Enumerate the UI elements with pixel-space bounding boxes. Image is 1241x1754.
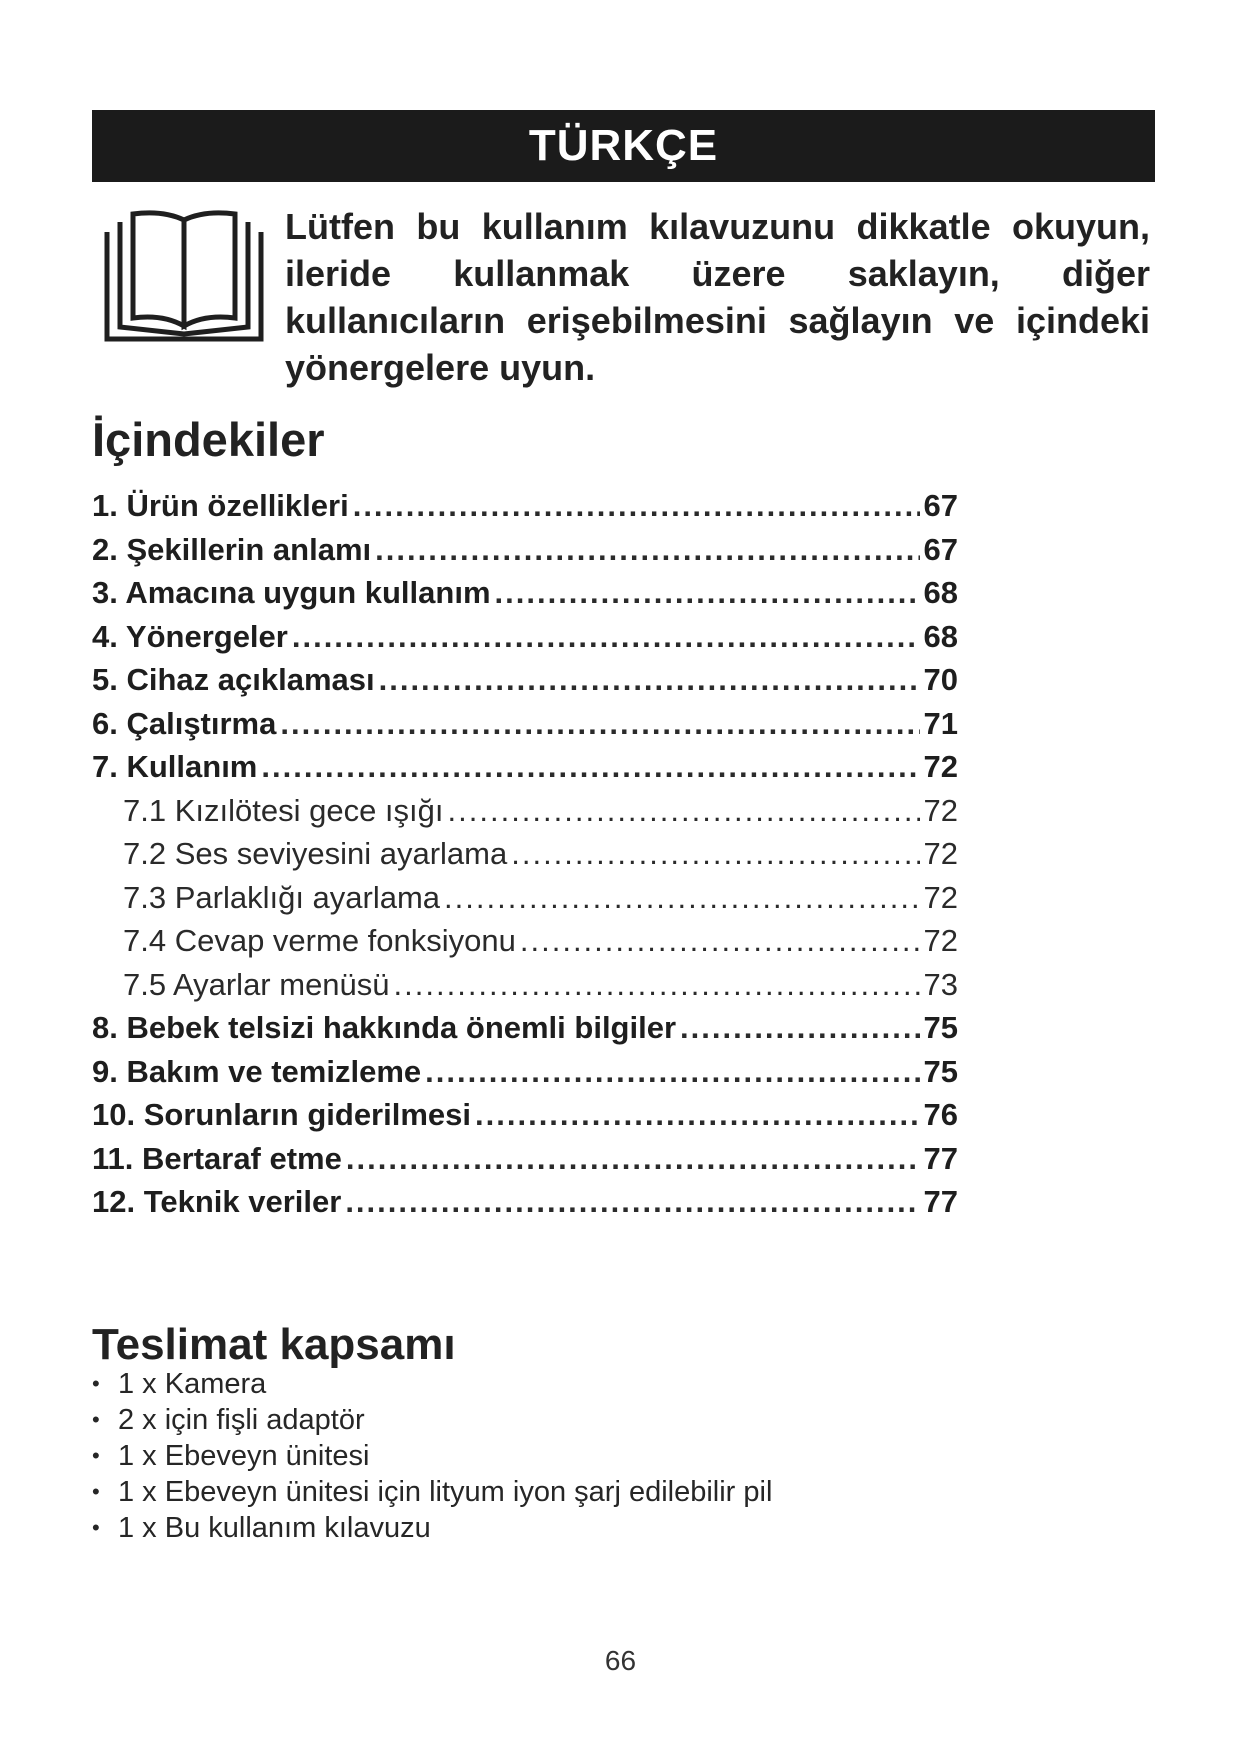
toc-subentry[interactable]	[92, 836, 958, 880]
list-item-text: 1 x Ebeveyn ünitesi için lityum iyon şarj edilebilir pil	[118, 1475, 773, 1508]
toc-entry-label: 11. Bertaraf etme	[92, 1140, 342, 1176]
toc-entry[interactable]	[92, 1097, 958, 1141]
toc-entry-label: 5. Cihaz açıklaması	[92, 662, 375, 697]
toc-entry-page: 67	[923, 531, 958, 567]
toc-entry-page: 71	[923, 705, 958, 741]
toc-leader	[495, 575, 920, 611]
toc-entry-label: 7.3 Parlaklığı ayarlama	[123, 879, 441, 915]
list-item-text: 1 x Ebeveyn ünitesi	[118, 1439, 370, 1472]
toc-entry-page: 76	[923, 1097, 958, 1132]
toc-leader	[511, 836, 919, 872]
toc-subentry[interactable]	[92, 880, 958, 924]
toc-leader	[425, 1054, 919, 1090]
toc-title: İçindekiler	[92, 413, 325, 466]
table-of-contents	[92, 488, 958, 1228]
delivery-title: Teslimat kapsamı	[92, 1320, 456, 1369]
toc-leader	[379, 662, 920, 698]
toc-entry-page: 70	[923, 662, 958, 697]
list-item-text: 1 x Kamera	[118, 1367, 267, 1400]
list-item-text: 1 x Bu kullanım kılavuzu	[118, 1511, 431, 1544]
toc-entry-page: 73	[923, 966, 958, 1002]
toc-entry-label: 7.2 Ses seviyesini ayarlama	[123, 836, 508, 871]
toc-entry-label: 1. Ürün özellikleri	[92, 488, 349, 523]
list-item	[92, 1438, 772, 1474]
list-item	[92, 1474, 772, 1510]
list-item	[92, 1402, 772, 1438]
toc-leader	[475, 1097, 920, 1133]
list-item	[92, 1510, 772, 1546]
toc-entry-page: 72	[923, 923, 958, 958]
toc-entry[interactable]	[92, 619, 958, 663]
toc-entry-page: 72	[923, 879, 958, 915]
toc-leader	[520, 923, 920, 959]
toc-leader	[353, 488, 920, 524]
toc-entry[interactable]	[92, 1054, 958, 1098]
toc-entry-label: 9. Bakım ve temizleme	[92, 1053, 422, 1089]
intro-text: Lütfen bu kullanım kılavuzunu dikkatle okuyun, ileride kullanmak üzere saklayın, diğer kullanıcıların erişebilmesini sağlayın ve içindeki yönergelere uyun.	[285, 206, 1150, 388]
toc-entry[interactable]	[92, 532, 958, 576]
toc-leader	[444, 880, 919, 916]
toc-entry-label: 7. Kullanım	[92, 749, 258, 784]
open-book-icon	[103, 210, 265, 345]
toc-entry-label: 12. Teknik veriler	[92, 1184, 342, 1219]
toc-subentry[interactable]	[92, 793, 958, 837]
toc-entry-label: 4. Yönergeler	[92, 618, 288, 654]
bullet-icon: •	[92, 1515, 100, 1540]
language-title: TÜRKÇE	[528, 121, 719, 170]
toc-entry-page: 68	[923, 575, 958, 610]
toc-entry[interactable]	[92, 749, 958, 793]
toc-entry-page: 72	[923, 792, 958, 828]
toc-entry-label: 8. Bebek telsizi hakkında önemli bilgiler	[92, 1010, 677, 1045]
toc-entry[interactable]	[92, 1184, 958, 1228]
toc-entry-label: 6. Çalıştırma	[92, 705, 277, 741]
toc-leader	[261, 749, 919, 785]
toc-subentry[interactable]	[92, 967, 958, 1011]
toc-entry[interactable]	[92, 488, 958, 532]
toc-leader	[448, 793, 920, 829]
toc-entry[interactable]	[92, 1141, 958, 1185]
toc-leader	[394, 967, 920, 1003]
bullet-icon: •	[92, 1407, 100, 1432]
toc-entry-label: 3. Amacına uygun kullanım	[92, 575, 491, 610]
toc-entry-label: 10. Sorunların giderilmesi	[92, 1097, 472, 1132]
list-item	[92, 1366, 772, 1402]
bullet-icon: •	[92, 1371, 100, 1396]
delivery-list	[92, 1366, 772, 1546]
toc-entry[interactable]	[92, 1010, 958, 1054]
toc-leader	[292, 619, 920, 655]
toc-entry-page: 72	[923, 836, 958, 871]
toc-entry[interactable]	[92, 575, 958, 619]
toc-entry-label: 2. Şekillerin anlamı	[92, 531, 372, 567]
toc-entry-page: 72	[923, 749, 958, 784]
toc-entry-label: 7.1 Kızılötesi gece ışığı	[123, 792, 444, 828]
language-header	[92, 110, 1155, 182]
toc-entry-page: 68	[923, 618, 958, 654]
toc-leader	[345, 1184, 919, 1220]
toc-leader	[280, 706, 919, 742]
toc-entry-page: 75	[923, 1053, 958, 1089]
page-number: 66	[604, 1645, 637, 1676]
list-item-text: 2 x için fişli adaptör	[118, 1403, 365, 1436]
bullet-icon: •	[92, 1443, 100, 1468]
toc-entry[interactable]	[92, 662, 958, 706]
toc-entry[interactable]	[92, 706, 958, 750]
toc-entry-label: 7.4 Cevap verme fonksiyonu	[123, 923, 516, 958]
toc-entry-label: 7.5 Ayarlar menüsü	[123, 966, 390, 1002]
toc-leader	[346, 1141, 920, 1177]
toc-leader	[680, 1010, 919, 1046]
toc-entry-page: 67	[923, 488, 958, 523]
toc-entry-page: 77	[923, 1140, 958, 1176]
toc-entry-page: 77	[923, 1184, 958, 1219]
bullet-icon: •	[92, 1479, 100, 1504]
toc-subentry[interactable]	[92, 923, 958, 967]
toc-entry-page: 75	[923, 1010, 958, 1045]
toc-leader	[375, 532, 919, 568]
